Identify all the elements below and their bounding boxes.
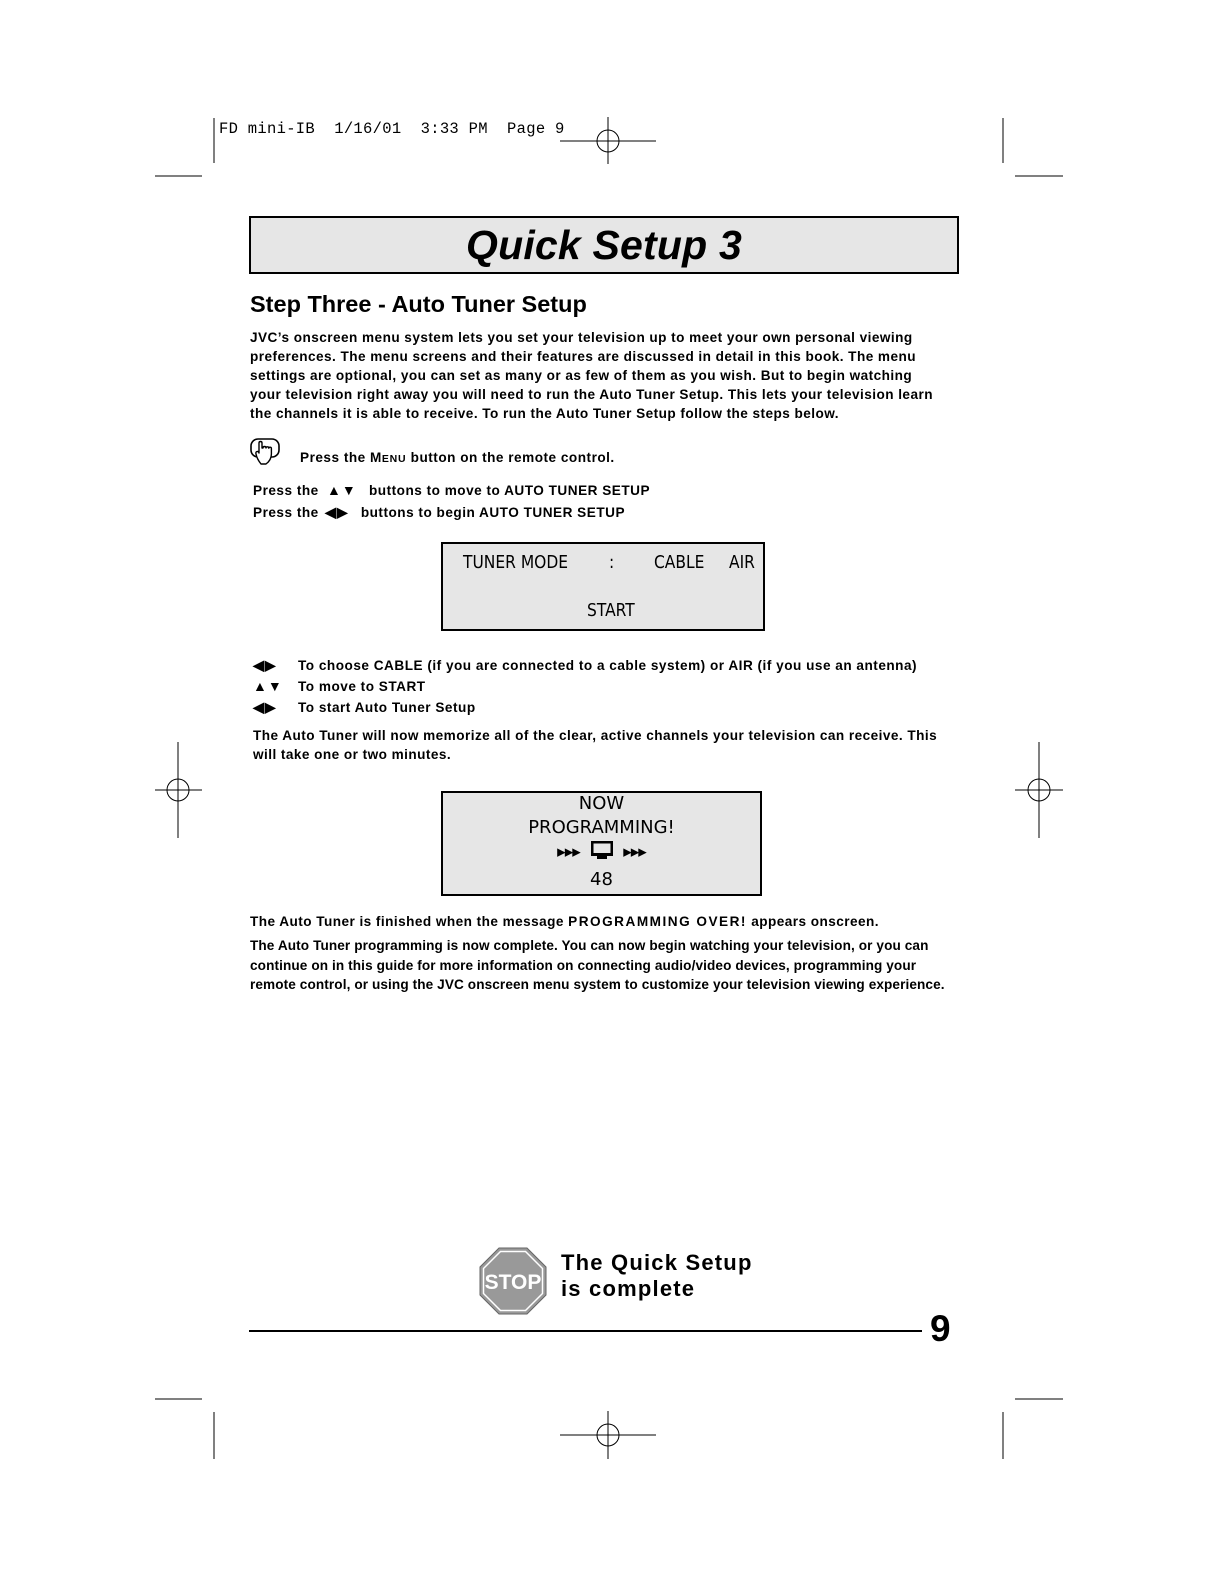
footer-rule [249, 1330, 922, 1332]
tv-icon [590, 840, 614, 860]
now-text: NOW [578, 793, 625, 814]
option-choose-cable-air: ◀▶ To choose CABLE (if you are connected to a cable system) or AIR (if you use an antenna) [253, 657, 918, 673]
registration-mark-bottom [560, 1411, 656, 1459]
cable-option: CABLE [654, 552, 705, 573]
now-programming-screen [441, 791, 762, 896]
progress-arrows-right: ▸▸▸ [623, 842, 646, 862]
instruction-move: Press the ▲▼ buttons to move to AUTO TUNER SETUP [253, 482, 651, 498]
stop-sign-icon [479, 1247, 547, 1315]
intro-line: your television right away you will need to run the Auto Tuner Setup. This lets your television learn [250, 387, 933, 402]
registration-mark-right [1015, 742, 1063, 838]
hand-press-icon [250, 438, 282, 468]
stop-sign-label: STOP [484, 1271, 542, 1294]
page-title: Quick Setup 3 [465, 221, 742, 268]
up-down-arrows-icon: ▲▼ [326, 482, 357, 498]
air-option: AIR [729, 552, 755, 573]
tuner-mode-label: TUNER MODE [463, 552, 569, 573]
instruction-begin: Press the ◀▶ buttons to begin AUTO TUNER SETUP [253, 504, 626, 520]
programming-text: PROGRAMMING! [528, 817, 675, 838]
quick-setup-complete: The Quick Setup is complete [561, 1250, 753, 1301]
complete-paragraph: The Auto Tuner programming is now complete. You can now begin watching your television, or you can continue on in this guide for more information on connecting audio/video devices, programming your remote control, or using the JVC onscreen menu system to customize your television viewing experience. [250, 938, 945, 992]
start-option: START [587, 600, 635, 621]
press-menu-instruction: Press the MENU button on the remote control. [300, 450, 615, 465]
step-heading: Step Three - Auto Tuner Setup [250, 291, 587, 317]
intro-line: settings are optional, you can set as many or as few of them as you wish. But to begin watching [250, 368, 913, 383]
intro-paragraph [250, 328, 950, 423]
left-right-arrows-icon: ◀▶ [324, 504, 349, 520]
progress-indicator [443, 840, 760, 862]
progress-arrows-left: ▸▸▸ [557, 842, 580, 862]
left-right-arrows-icon: ◀▶ [253, 657, 277, 673]
tuner-mode-colon: : [609, 552, 615, 573]
up-down-arrows-icon: ▲▼ [253, 678, 283, 694]
intro-line: JVC’s onscreen menu system lets you set your television up to meet your own personal viewing [250, 330, 913, 345]
left-right-arrows-icon: ◀▶ [253, 699, 277, 715]
channel-number: 48 [590, 869, 613, 890]
memorize-paragraph: The Auto Tuner will now memorize all of the clear, active channels your television can receive. This will take one or two minutes. [253, 728, 938, 762]
title-banner [249, 216, 959, 274]
page-number: 9 [930, 1308, 951, 1349]
intro-line: preferences. The menu screens and their features are discussed in detail in this book. The menu [250, 349, 916, 364]
programming-over-message: PROGRAMMING OVER! [568, 914, 747, 929]
finished-paragraph: The Auto Tuner is finished when the message PROGRAMMING OVER! appears onscreen. [250, 914, 879, 929]
option-start-tuner: ◀▶ To start Auto Tuner Setup [253, 699, 476, 715]
print-slug: FD mini-IB 1/16/01 3:33 PM Page 9 [219, 120, 565, 138]
registration-mark-left [155, 742, 202, 838]
registration-mark-top [560, 117, 656, 164]
tuner-mode-screen [441, 542, 765, 631]
option-move-start: ▲▼ To move to START [253, 678, 426, 694]
intro-line: the channels it is able to receive. To run the Auto Tuner Setup follow the steps below. [250, 406, 840, 421]
